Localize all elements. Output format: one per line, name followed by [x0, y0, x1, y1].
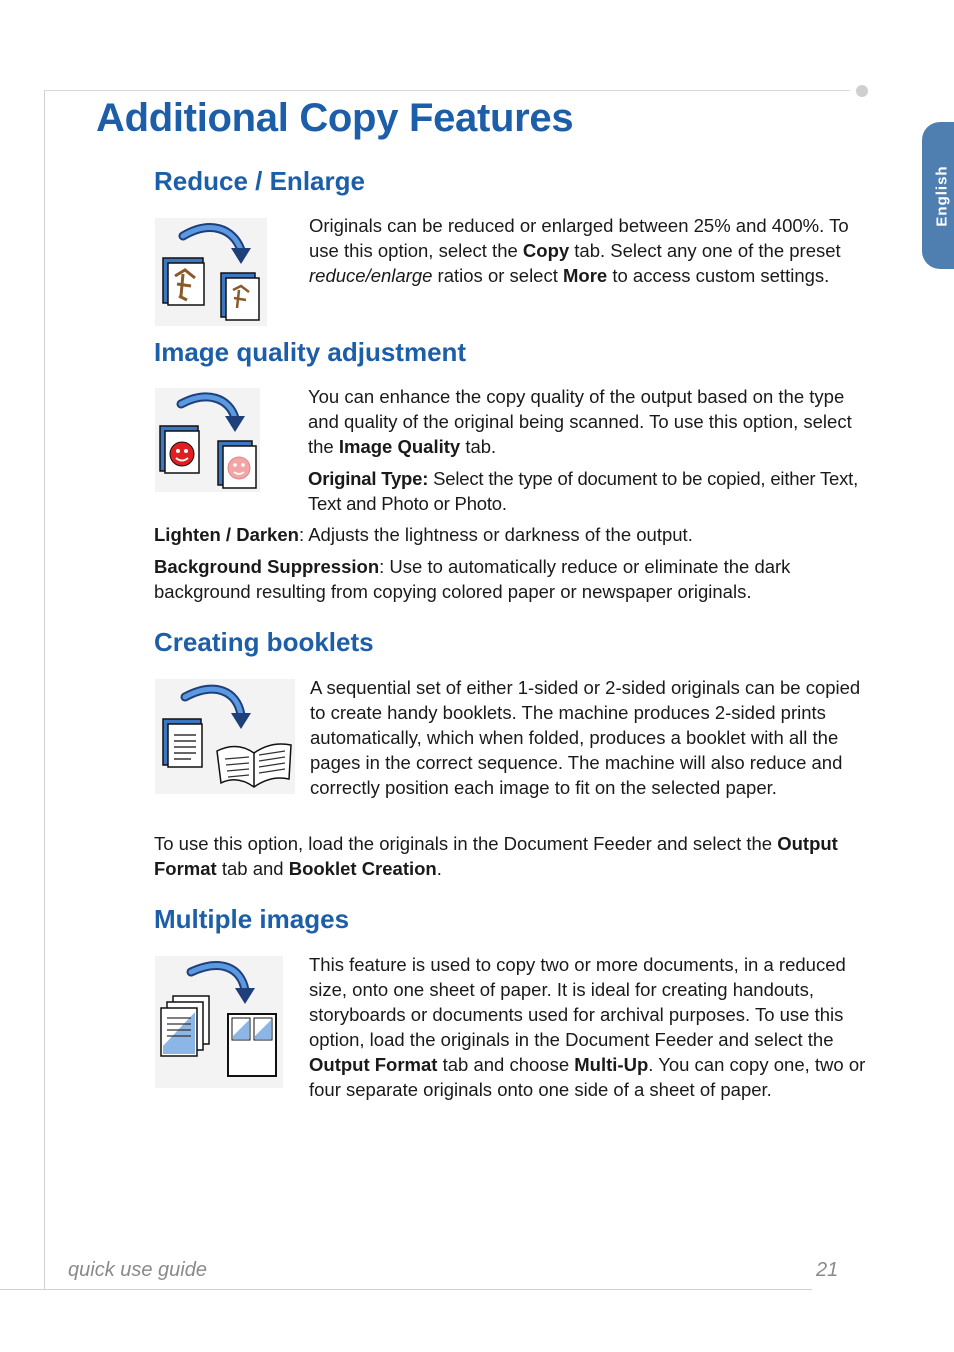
page-frame-top	[44, 90, 850, 91]
bold-booklet-creation: Booklet Creation	[288, 858, 437, 879]
text-run: This feature is used to copy two or more documents, in a reduced size, onto one sheet of paper. It is ideal for creating handouts, storyboards or documents used for archival purposes. To use this option, load the originals in the Document Feeder and select the	[309, 954, 846, 1050]
italic-reduce-enlarge: reduce/enlarge	[309, 265, 433, 286]
bold-original-type: Original Type:	[308, 468, 429, 489]
bold-output-format: Output Format	[309, 1054, 438, 1075]
text-run: : Use to automatically reduce or eliminate the dark background resulting from copying colored paper or newspaper originals.	[154, 556, 791, 602]
text-run: A sequential set of either 1-sided or 2-sided originals can be copied to create handy booklets. The machine produces 2-sided prints automatically, which when folded, produces a booklet with all the pages in the correct sequence. The machine will also reduce and correctly position each image to fit on the selected paper.	[310, 677, 861, 798]
text-run: to access custom settings.	[607, 265, 830, 286]
section-title-image-quality: Image quality adjustment	[154, 337, 467, 367]
booklet-icon	[155, 679, 295, 794]
text-run: tab. Select any one of the preset	[569, 240, 841, 261]
text-run: .	[436, 858, 442, 879]
text-run: tab.	[460, 436, 497, 457]
language-tab-label: English	[933, 164, 951, 227]
text-run: ratios or select	[432, 265, 563, 286]
text-run: You can enhance the copy quality of the output based on the type and quality of the original being scanned. To use this option, select the	[308, 386, 852, 457]
original-type-text	[308, 466, 873, 516]
reduce-enlarge-icon	[155, 218, 267, 326]
language-tab[interactable]	[922, 122, 954, 269]
image-quality-icon	[155, 388, 260, 492]
text-run: tab and	[216, 858, 289, 879]
lighten-darken-text	[154, 522, 874, 547]
reduce-enlarge-text	[309, 213, 874, 288]
page-frame-bottom	[0, 1289, 812, 1290]
bold-background-suppression: Background Suppression	[154, 556, 380, 577]
bold-lighten-darken: Lighten / Darken	[154, 524, 299, 545]
text-run: Originals can be reduced or enlarged between 25% and 400%. To use this option, select the	[309, 215, 849, 261]
multiple-images-text	[309, 952, 869, 1102]
multiple-images-icon	[155, 956, 283, 1088]
text-run: tab and choose	[437, 1054, 575, 1075]
bold-multi-up: Multi-Up	[574, 1054, 649, 1075]
booklets-description	[310, 675, 875, 800]
text-run: Select the type of document to be copied, either Text, Text and Photo or Photo.	[308, 468, 859, 514]
corner-dot	[856, 85, 868, 97]
text-run: . You can copy one, two or four separate originals onto one side of a sheet of paper.	[309, 1054, 866, 1100]
bold-more: More	[563, 265, 608, 286]
page-frame-left	[44, 90, 45, 1290]
text-run: : Adjusts the lightness or darkness of the output.	[298, 524, 693, 545]
text-run: To use this option, load the originals in the Document Feeder and select the	[154, 833, 778, 854]
image-quality-text	[308, 384, 868, 459]
section-title-creating-booklets: Creating booklets	[154, 627, 374, 657]
bold-image-quality: Image Quality	[338, 436, 461, 457]
page-title: Additional Copy Features	[96, 96, 574, 140]
booklets-instructions	[154, 831, 874, 881]
section-title-reduce-enlarge: Reduce / Enlarge	[154, 166, 365, 196]
bold-copy: Copy	[522, 240, 570, 261]
bold-output-format: Output Format	[154, 833, 838, 879]
footer-page-number: 21	[816, 1259, 839, 1281]
background-suppression-text	[154, 554, 874, 604]
footer-guide-title: quick use guide	[68, 1259, 207, 1281]
section-title-multiple-images: Multiple images	[154, 904, 350, 934]
